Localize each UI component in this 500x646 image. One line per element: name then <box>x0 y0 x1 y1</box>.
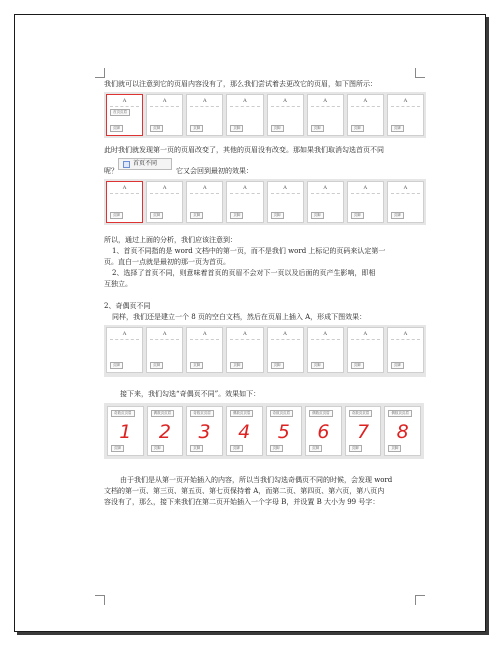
crop-mark <box>415 595 425 605</box>
handwritten-number: 2 <box>158 421 171 443</box>
thumbnail-strip-1 <box>104 92 426 138</box>
page-thumbnail: A 页脚 <box>387 181 424 223</box>
thumbnail-strip-4 <box>104 403 424 459</box>
page-thumbnail: A 页脚 <box>347 94 384 136</box>
thumbnail-strip-3 <box>104 325 426 377</box>
handwritten-number: 5 <box>277 421 290 443</box>
section-heading: 2、奇偶页不同 <box>104 302 151 310</box>
page-thumbnail: 偶数页页眉 2 页脚 <box>147 406 184 456</box>
paragraph: 我们就可以注意到它的页眉内容没有了，那么我们尝试着去更改它的页眉，如下图所示： <box>104 80 377 88</box>
paragraph: 所以，通过上面的分析，我们应该注意到： <box>104 236 237 244</box>
handwritten-number: 1 <box>119 421 132 443</box>
paragraph: 1、首页不同指的是 word 文档中的第一页，而不是我们 word 上标记的页码来认定第一 <box>112 247 386 255</box>
page-thumbnail: A 页脚 <box>146 181 183 223</box>
first-page-different-checkbox-popup[interactable]: 首页不同 <box>118 158 172 170</box>
paragraph: 页。直白一点就是最初的那一页为首页。 <box>104 258 230 266</box>
page-thumbnail: 偶数页页眉 4 页脚 <box>226 406 263 456</box>
page-thumbnail: A 页脚 <box>186 181 223 223</box>
handwritten-number: 3 <box>198 421 211 443</box>
page-thumbnail: A 页脚 <box>146 94 183 136</box>
page-thumbnail: 奇数页页眉 3 页脚 <box>186 406 223 456</box>
page-thumbnail: 奇数页页眉 5 页脚 <box>266 406 303 456</box>
page-thumbnail: A 页脚 <box>307 181 344 223</box>
page-thumbnail: A 页脚 <box>307 327 344 373</box>
crop-mark <box>415 68 425 78</box>
page-thumbnail: 偶数页页眉 8 页脚 <box>384 406 421 456</box>
page-thumbnail: A 页脚 <box>347 181 384 223</box>
page-thumbnail: A 页脚 <box>267 94 304 136</box>
paragraph: 2、选择了首页不同，则意味着首页的页眉不会对下一页以及后面的页产生影响，即相 <box>112 269 376 277</box>
page-thumbnail: A 首页页眉 页脚 <box>106 94 143 136</box>
checkbox[interactable] <box>123 161 130 168</box>
page-thumbnail: A 页脚 <box>106 181 143 223</box>
paragraph: 文档的第一页、第三页、第五页、第七页保持着 A，而第二页、第四页、第六页，第八页内 <box>104 487 385 495</box>
paragraph: 它又会回到最初的效果： <box>176 167 253 175</box>
paragraph: 接下来，我们勾选“奇偶页不同”。效果如下： <box>120 390 261 398</box>
paragraph: 呢？ <box>104 167 118 175</box>
page-thumbnail: 奇数页页眉 1 页脚 <box>107 406 144 456</box>
page-thumbnail: A 页脚 <box>387 327 424 373</box>
paragraph: 此时我们就发现第一页的页眉改变了，其他的页眉没有改变。那如果我们取消勾选首页不同 <box>104 146 384 154</box>
page-thumbnail: A 页脚 <box>387 94 424 136</box>
paragraph: 同样，我们还是建立一个 8 页的空白文档，然后在页眉上插入 A，形成下图效果： <box>112 313 367 321</box>
paragraph: 由于我们是从第一页开始插入的内容，所以当我们勾选奇偶页不同的时候，会发现 word <box>120 476 393 484</box>
page-thumbnail: A 页脚 <box>226 181 263 223</box>
handwritten-number: 8 <box>396 421 409 443</box>
page-thumbnail: A 页脚 <box>226 94 263 136</box>
page-thumbnail: A 页脚 <box>307 94 344 136</box>
crop-mark <box>95 595 105 605</box>
handwritten-number: 7 <box>357 421 370 443</box>
page-thumbnail: A 页脚 <box>186 327 223 373</box>
handwritten-number: 6 <box>317 421 330 443</box>
page-thumbnail: A 页脚 <box>146 327 183 373</box>
page-thumbnail: A 页脚 <box>267 327 304 373</box>
page-thumbnail: A 页脚 <box>226 327 263 373</box>
page-thumbnail: A 页脚 <box>267 181 304 223</box>
paragraph: 容没有了，那么，接下来我们在第二页开始插入一个字母 B，并设置 B 大小为 99 号字： <box>104 498 380 506</box>
page-thumbnail: 偶数页页眉 6 页脚 <box>305 406 342 456</box>
page-thumbnail: A 页脚 <box>347 327 384 373</box>
page-thumbnail: 奇数页页眉 7 页脚 <box>345 406 382 456</box>
paragraph: 互独立。 <box>104 280 132 288</box>
handwritten-number: 4 <box>238 421 251 443</box>
page-thumbnail: A 页脚 <box>186 94 223 136</box>
page-thumbnail: A 页脚 <box>106 327 143 373</box>
crop-mark <box>95 68 105 78</box>
thumbnail-strip-2 <box>104 179 426 225</box>
